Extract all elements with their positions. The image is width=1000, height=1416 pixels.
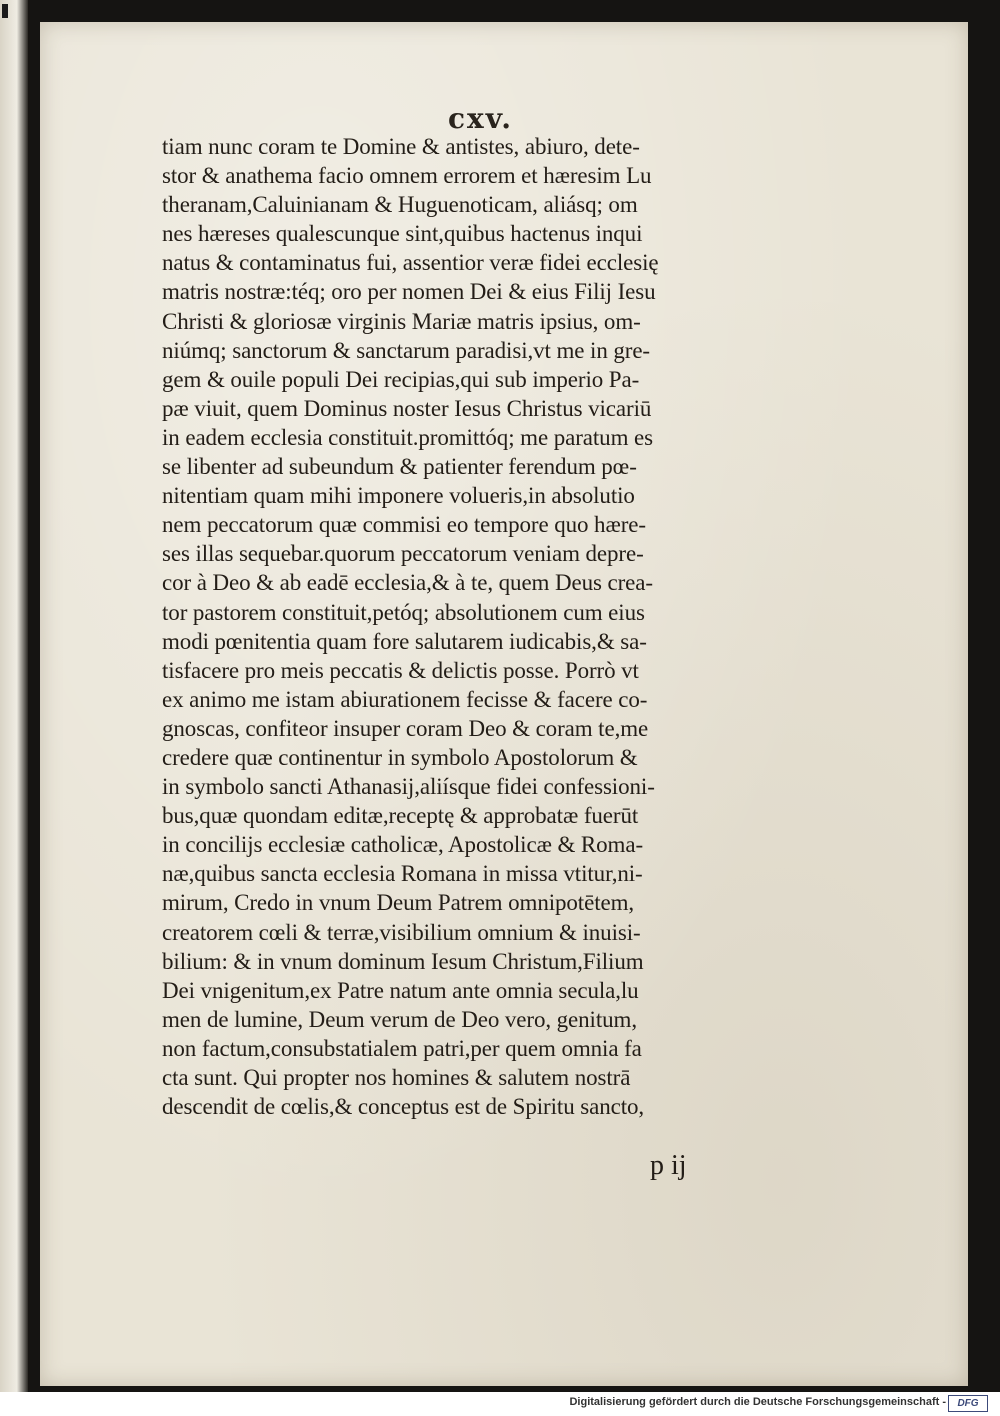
text-line: ex animo me istam abiurationem fecisse & facere co-: [162, 686, 648, 712]
text-line: tiam nunc coram te Domine & antistes, abiuro, dete-: [162, 134, 640, 159]
text-line: se libenter ad subeundum & patienter ferendum pœ-: [162, 454, 637, 480]
funding-credit: Digitalisierung gefördert durch die Deutsche Forschungsgemeinschaft -: [569, 1396, 946, 1408]
text-line: bus,quæ quondam editæ,receptę & approbatæ fuerūt: [162, 803, 639, 829]
left-page-edge: [0, 0, 28, 1392]
text-line: nes hæreses qualescunque sint,quibus hactenus inqui: [162, 221, 643, 247]
text-line: non factum,consubstatialem patri,per quem omnia fa: [162, 1035, 642, 1061]
edge-marker: [2, 4, 8, 18]
text-line: descendit de cœlis,& conceptus est de Spiritu sancto,: [162, 1094, 645, 1120]
text-line: bilium: & in vnum dominum Iesum Christum,Filium: [162, 948, 644, 974]
text-line: nitentiam quam mihi imponere volueris,in absolutio: [162, 483, 635, 509]
text-line: creatorem cœli & terræ,visibilium omnium & inuisi-: [162, 919, 641, 945]
text-line: stor & anathema facio omnem errorem et hæresim Lu: [162, 163, 652, 189]
text-line: næ,quibus sancta ecclesia Romana in missa vtitur,ni-: [162, 861, 643, 887]
folio-number: cxv.: [448, 102, 513, 135]
text-line: pæ viuit, quem Dominus noster Iesus Christus vicariū: [162, 395, 652, 421]
text-line: natus & contaminatus fui, assentior veræ fidei ecclesię: [162, 250, 659, 276]
page-text-block: [162, 132, 784, 1121]
text-line: tor pastorem constituit,petóq; absolutionem cum eius: [162, 599, 645, 625]
text-line: nem peccatorum quæ commisi eo tempore quo hære-: [162, 512, 646, 538]
text-line: matris nostræ:téq; oro per nomen Dei & eius Filij Iesu: [162, 279, 656, 305]
text-line: cta sunt. Qui propter nos homines & salutem nostrā: [162, 1065, 631, 1090]
text-line: men de lumine, Deum verum de Deo vero, genitum,: [162, 1006, 637, 1032]
text-line: Christi & gloriosæ virginis Mariæ matris ipsius, om-: [162, 308, 641, 334]
text-line: gnoscas, confiteor insuper coram Deo & coram te,me: [162, 715, 649, 741]
text-line: gem & ouile populi Dei recipias,qui sub imperio Pa-: [162, 366, 640, 392]
text-line: mirum, Credo in vnum Deum Patrem omnipotētem,: [162, 890, 635, 916]
text-line: credere quæ continentur in symbolo Apostolorum &: [162, 744, 638, 770]
dfg-logo: DFG: [948, 1395, 988, 1412]
text-line: cor à Deo & ab eadē ecclesia,& à te, quem Deus crea-: [162, 570, 653, 596]
footer-bar: [0, 1392, 1000, 1416]
text-line: modi pœnitentia quam fore salutarem iudicabis,& sa-: [162, 628, 647, 654]
text-line: ses illas sequebar.quorum peccatorum veniam depre-: [162, 541, 644, 567]
text-line: Dei vnigenitum,ex Patre natum ante omnia secula,lu: [162, 977, 639, 1003]
text-line: niúmq; sanctorum & sanctarum paradisi,vt me in gre-: [162, 337, 650, 363]
text-line: in eadem ecclesia constituit.promittóq; me paratum es: [162, 424, 653, 450]
text-line: tisfacere pro meis peccatis & delictis posse. Porrò vt: [162, 657, 639, 683]
signature-mark: p ij: [650, 1150, 687, 1181]
text-line: in concilijs ecclesiæ catholicæ, Apostolicæ & Roma-: [162, 832, 644, 858]
text-line: in symbolo sancti Athanasij,aliísque fidei confessioni-: [162, 774, 655, 800]
text-line: theranam,Caluinianam & Huguenoticam, aliásq; om: [162, 192, 638, 218]
